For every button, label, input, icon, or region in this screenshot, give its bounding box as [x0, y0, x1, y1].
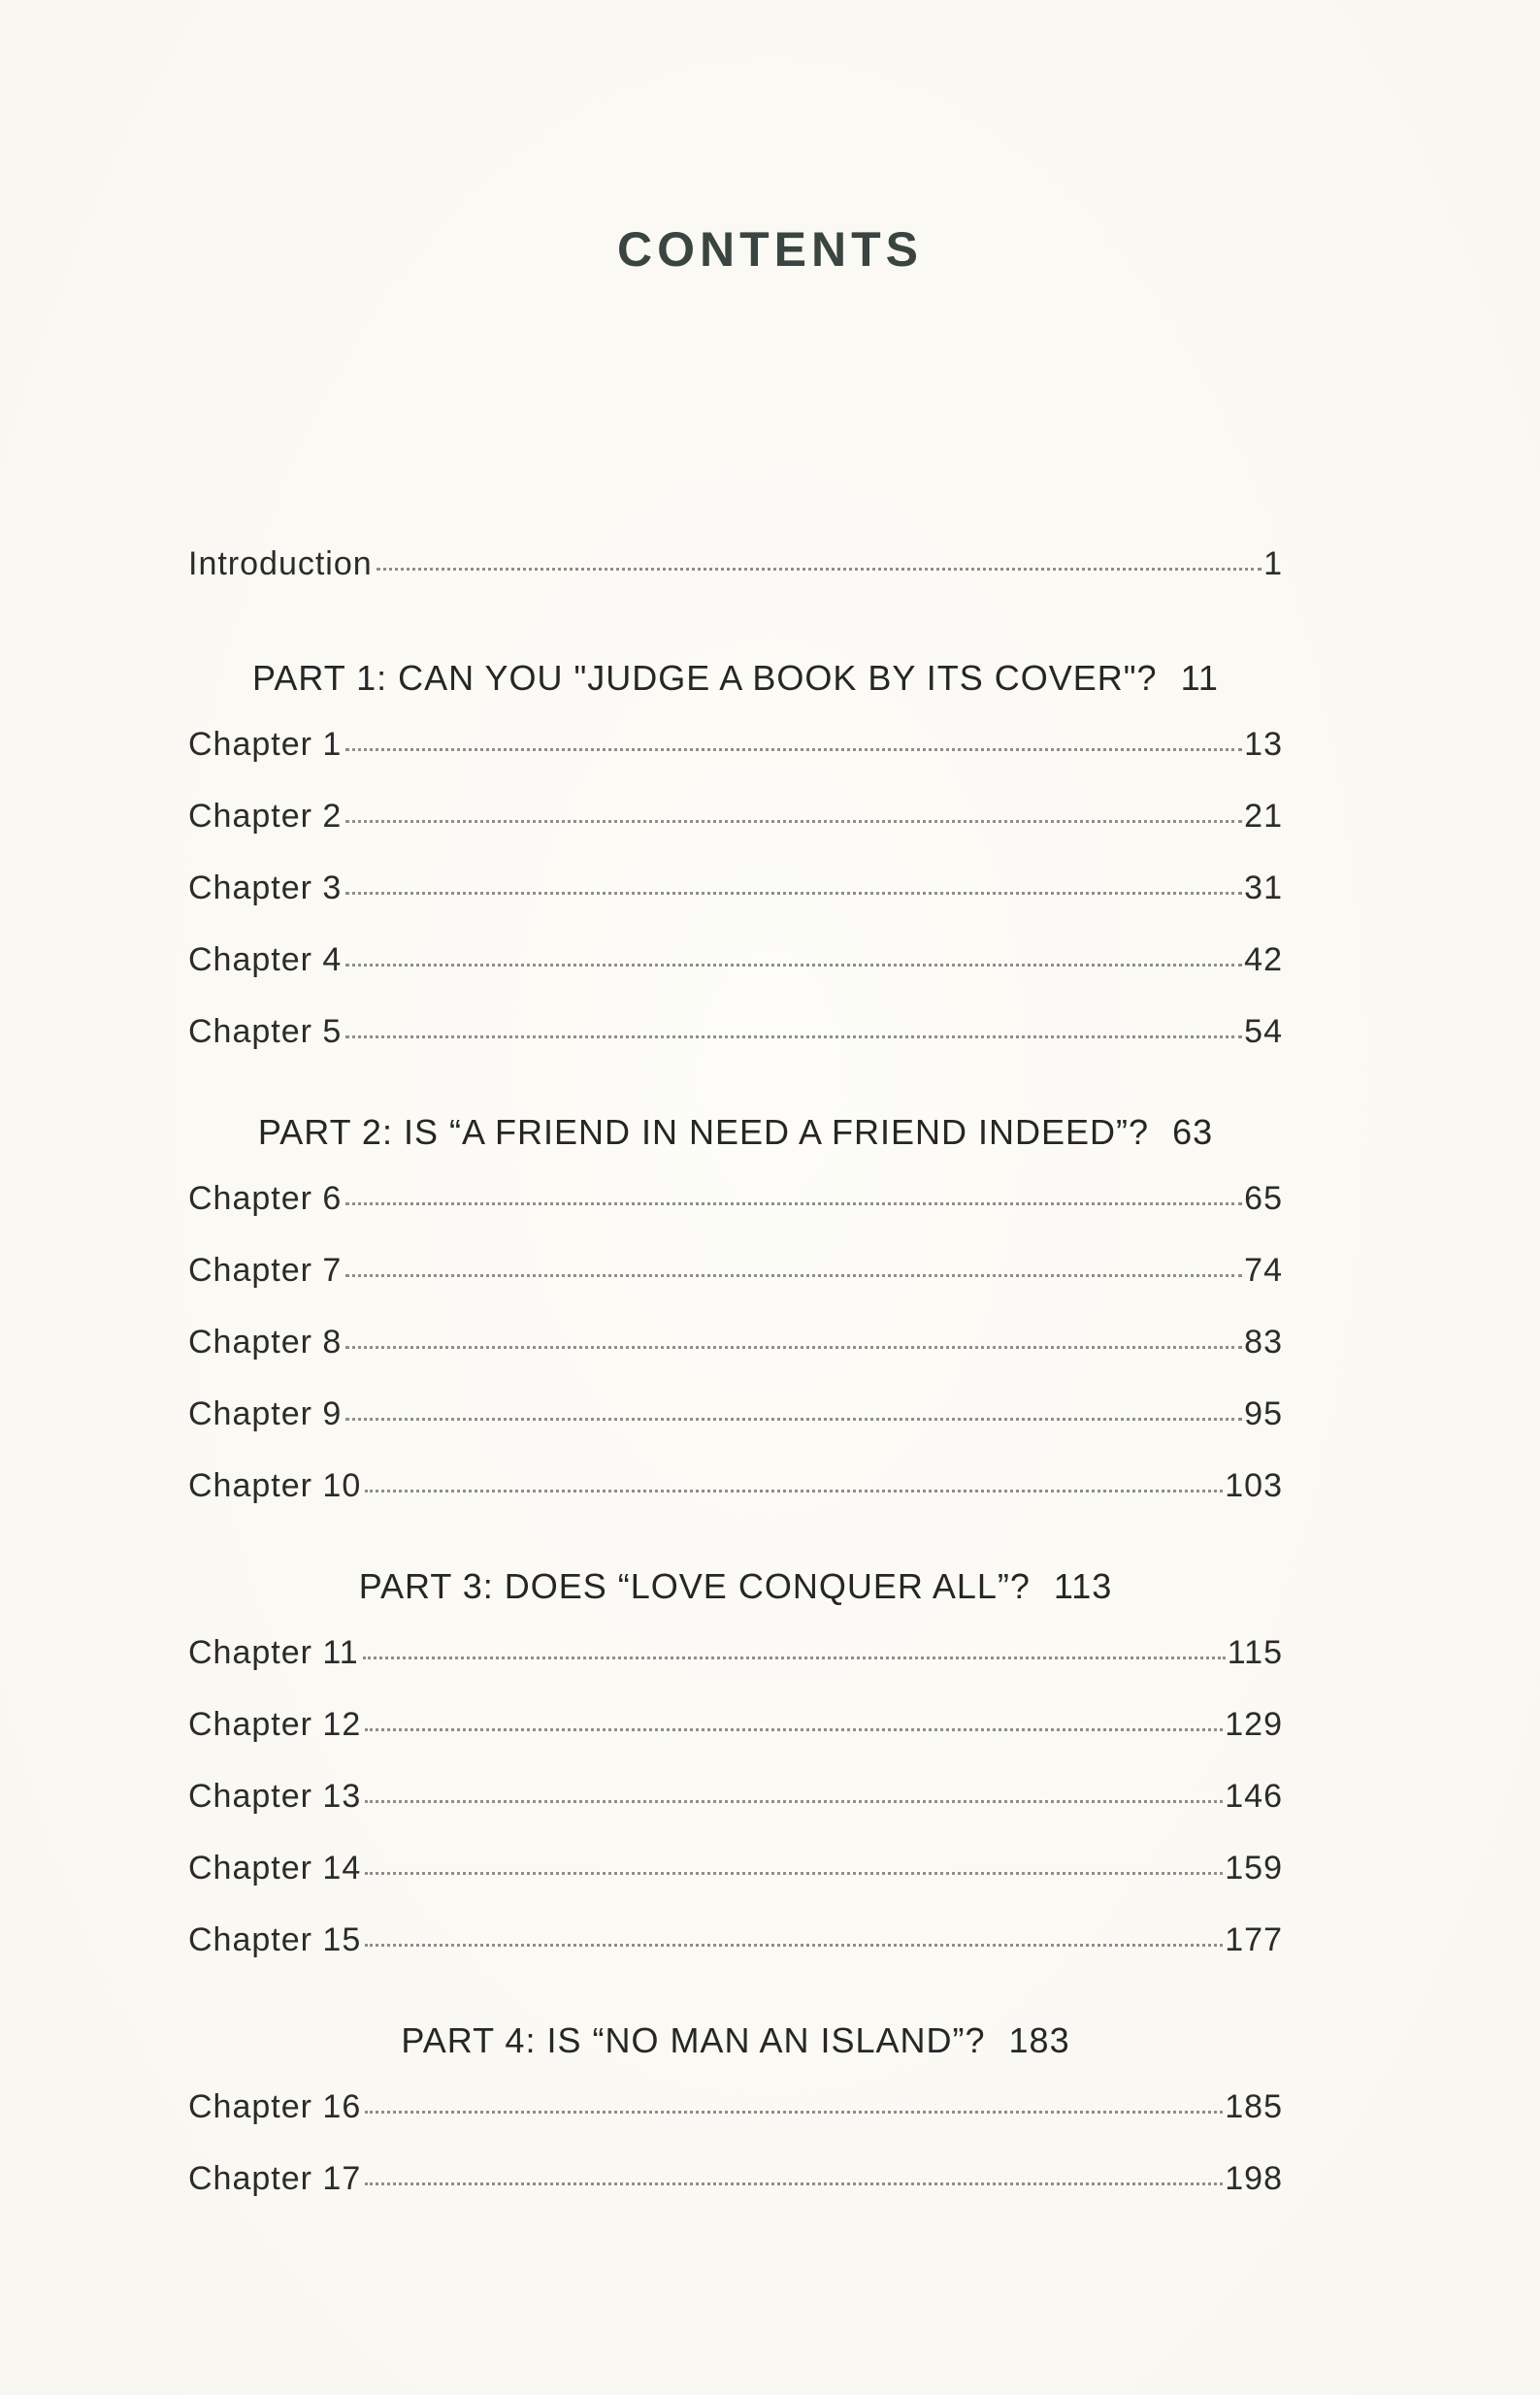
- part-page: 113: [1053, 1566, 1113, 1606]
- toc-entry-chapter-8: [188, 1324, 1283, 1395]
- dot-leader: [345, 745, 1242, 751]
- dot-leader: [365, 1725, 1223, 1731]
- toc-entry-page: 74: [1244, 1252, 1283, 1289]
- dot-leader: [345, 889, 1242, 895]
- dot-leader: [345, 1415, 1242, 1421]
- toc-entry-chapter-2: [188, 798, 1283, 869]
- dot-leader: [365, 2180, 1223, 2185]
- toc-entry-label: Chapter 3: [188, 869, 343, 906]
- toc-entry-chapter-15: [188, 1921, 1283, 1993]
- dot-leader: [345, 817, 1242, 823]
- part-heading-2: [188, 1085, 1283, 1180]
- toc-entry-label: Chapter 9: [188, 1395, 343, 1432]
- toc-entry-chapter-7: [188, 1252, 1283, 1324]
- dot-leader: [377, 565, 1261, 571]
- dot-leader: [365, 1487, 1223, 1493]
- part-page: 63: [1172, 1112, 1214, 1152]
- toc-entry-label: Chapter 2: [188, 798, 343, 835]
- toc-entry-page: 95: [1244, 1395, 1283, 1432]
- toc-entry-page: 1: [1263, 545, 1283, 582]
- toc-entry-chapter-13: [188, 1778, 1283, 1850]
- toc-entry-label: Chapter 8: [188, 1324, 343, 1361]
- toc-entry-chapter-16: [188, 2088, 1283, 2160]
- dot-leader: [363, 1654, 1226, 1659]
- toc-entry-page: 42: [1244, 941, 1283, 978]
- toc-entry-label: Chapter 6: [188, 1180, 343, 1217]
- toc-entry-page: 54: [1244, 1013, 1283, 1050]
- dot-leader: [345, 1199, 1242, 1205]
- dot-leader: [345, 1271, 1242, 1277]
- page-title: CONTENTS: [617, 222, 923, 277]
- toc-entry-label: Chapter 14: [188, 1850, 362, 1886]
- toc-entry-chapter-3: [188, 869, 1283, 941]
- toc-entry-label: Chapter 12: [188, 1706, 362, 1743]
- toc-entry-introduction: [188, 545, 1283, 631]
- toc-entry-chapter-9: [188, 1395, 1283, 1467]
- part-title: PART 1: CAN YOU "JUDGE A BOOK BY ITS COVER"?: [252, 658, 1158, 698]
- dot-leader: [345, 961, 1242, 967]
- toc-entry-label: Chapter 17: [188, 2160, 362, 2197]
- toc-entry-chapter-5: [188, 1013, 1283, 1085]
- part-page: 11: [1180, 658, 1219, 698]
- part-heading-4: [188, 1993, 1283, 2088]
- toc-entry-page: 31: [1244, 869, 1283, 906]
- toc-entry-page: 103: [1225, 1467, 1283, 1504]
- part-heading-3: [188, 1539, 1283, 1634]
- toc-entry-label: Chapter 15: [188, 1921, 362, 1958]
- toc-entry-chapter-10: [188, 1467, 1283, 1539]
- part-page: 183: [1008, 2020, 1070, 2060]
- dot-leader: [365, 2108, 1223, 2114]
- toc-entry-chapter-1: [188, 726, 1283, 798]
- dot-leader: [365, 1941, 1223, 1947]
- part-title: PART 4: IS “NO MAN AN ISLAND”?: [401, 2020, 986, 2060]
- toc-entry-label: Chapter 11: [188, 1634, 359, 1671]
- toc-entry-label: Introduction: [188, 545, 373, 582]
- toc-entry-page: 65: [1244, 1180, 1283, 1217]
- toc-entry-page: 146: [1225, 1778, 1283, 1815]
- toc-entry-page: 159: [1225, 1850, 1283, 1886]
- toc-entry-page: 185: [1225, 2088, 1283, 2125]
- part-title: PART 2: IS “A FRIEND IN NEED A FRIEND INDEED”?: [257, 1112, 1150, 1152]
- part-title: PART 3: DOES “LOVE CONQUER ALL”?: [358, 1566, 1031, 1606]
- toc-entry-page: 83: [1244, 1324, 1283, 1361]
- toc-entry-chapter-17: [188, 2160, 1283, 2232]
- toc-entry-label: Chapter 16: [188, 2088, 362, 2125]
- toc-entry-label: Chapter 4: [188, 941, 343, 978]
- toc-entry-page: 13: [1244, 726, 1283, 763]
- table-of-contents: [188, 545, 1283, 2232]
- dot-leader: [365, 1869, 1223, 1875]
- dot-leader: [345, 1343, 1242, 1349]
- toc-entry-label: Chapter 7: [188, 1252, 343, 1289]
- toc-entry-label: Chapter 1: [188, 726, 343, 763]
- toc-entry-page: 198: [1225, 2160, 1283, 2197]
- dot-leader: [365, 1797, 1223, 1803]
- toc-entry-chapter-11: [188, 1634, 1283, 1706]
- part-heading-1: [188, 631, 1283, 726]
- toc-entry-page: 129: [1225, 1706, 1283, 1743]
- toc-entry-label: Chapter 13: [188, 1778, 362, 1815]
- toc-entry-page: 115: [1227, 1634, 1283, 1671]
- toc-entry-chapter-4: [188, 941, 1283, 1013]
- toc-entry-chapter-12: [188, 1706, 1283, 1778]
- toc-entry-chapter-14: [188, 1850, 1283, 1921]
- toc-entry-page: 177: [1225, 1921, 1283, 1958]
- toc-entry-label: Chapter 5: [188, 1013, 343, 1050]
- toc-entry-label: Chapter 10: [188, 1467, 362, 1504]
- dot-leader: [345, 1033, 1242, 1038]
- toc-entry-page: 21: [1244, 798, 1283, 835]
- toc-entry-chapter-6: [188, 1180, 1283, 1252]
